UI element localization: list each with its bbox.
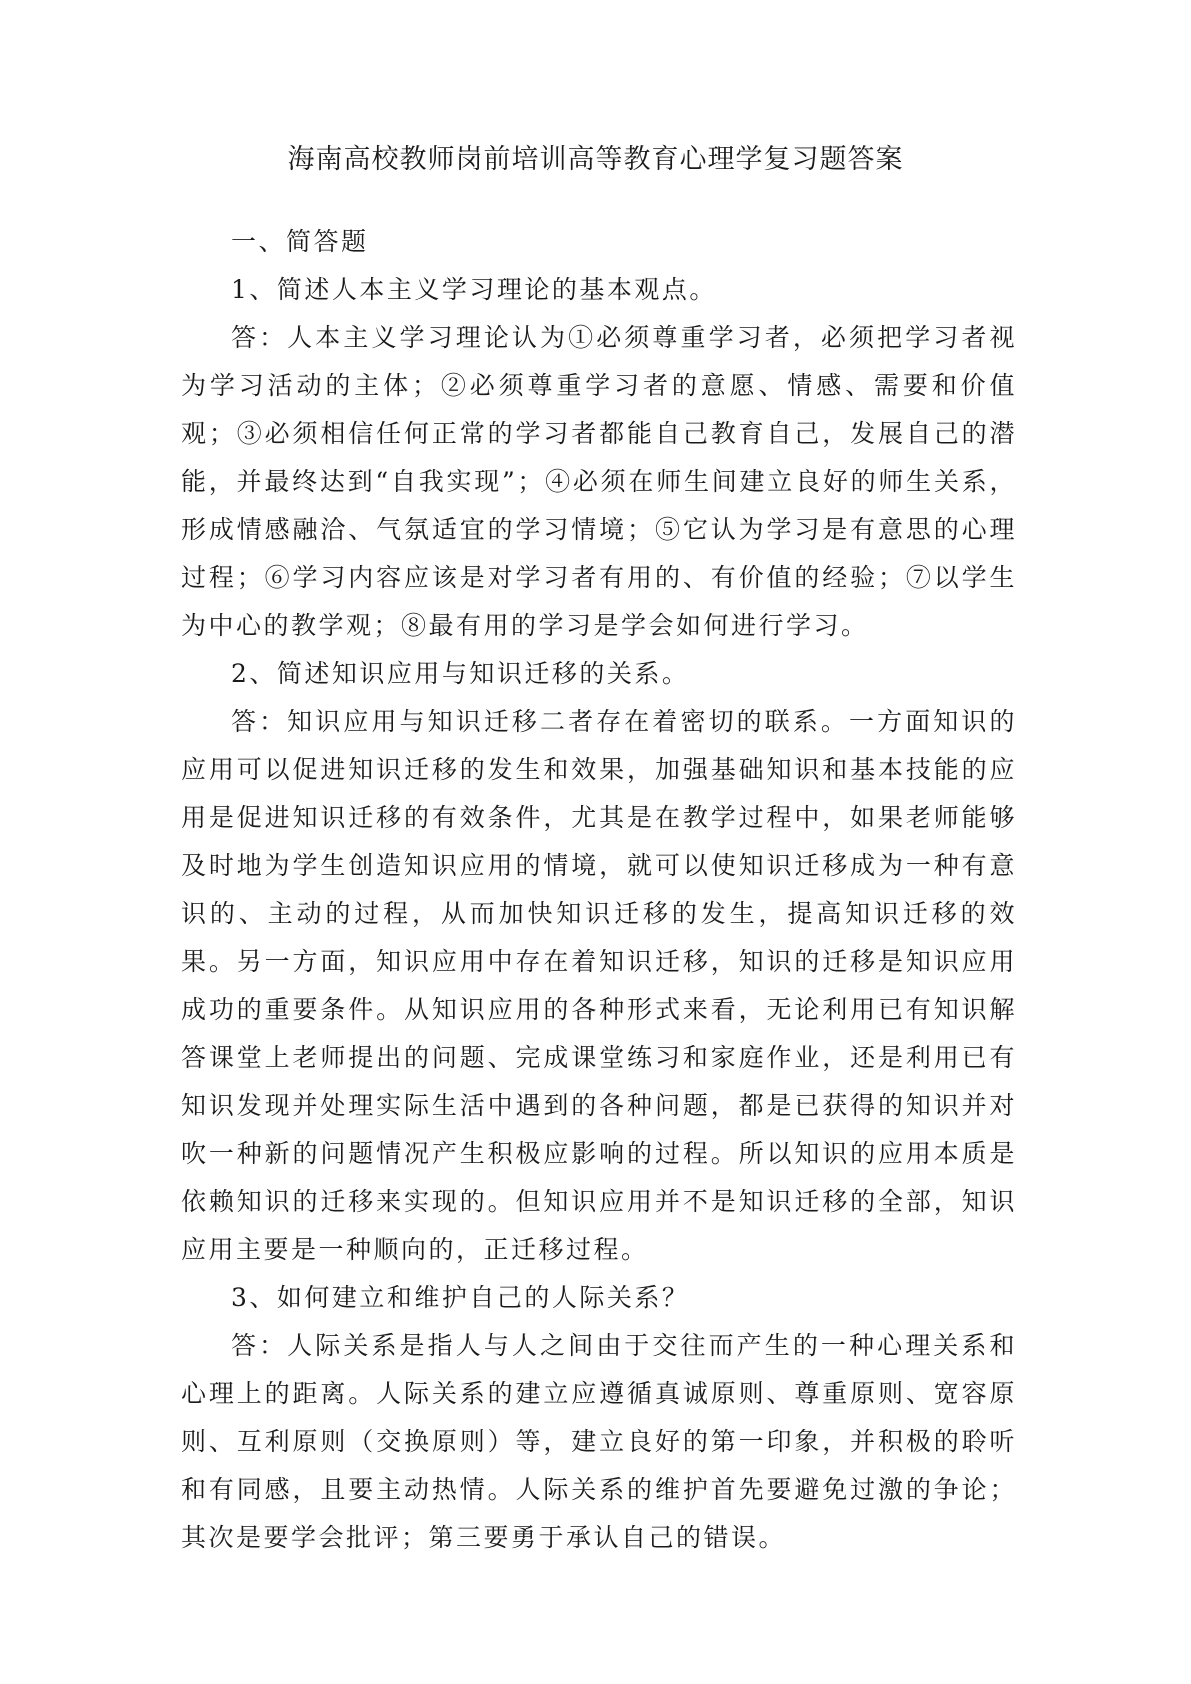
question-1: 1、简述人本主义学习理论的基本观点。 [231, 275, 717, 304]
document-body [181, 218, 1017, 1562]
question-2: 2、简述知识应用与知识迁移的关系。 [231, 659, 690, 688]
question-3: 3、如何建立和维护自己的人际关系？ [231, 1283, 690, 1312]
answer-3: 答：人际关系是指人与人之间由于交往而产生的一种心理关系和心理上的距离。人际关系的建立应遵循真诚原则、尊重原则、宽容原则、互利原则（交换原则）等，建立良好的第一印象，并积极的聆听和有同感，且要主动热情。人际关系的维护首先要避免过激的争论；其次是要学会批评；第三要勇于承认自己的错误。 [181, 1331, 1017, 1552]
document-title: 海南高校教师岗前培训高等教育心理学复习题答案 [287, 144, 904, 175]
answer-1: 答：人本主义学习理论认为①必须尊重学习者，必须把学习者视为学习活动的主体；②必须尊重学习者的意愿、情感、需要和价值观；③必须相信任何正常的学习者都能自己教育自己，发展自己的潜能，并最终达到“自我实现”；④必须在师生间建立良好的师生关系，形成情感融洽、气氛适宜的学习情境；⑤它认为学习是有意思的心理过程；⑥学习内容应该是对学习者有用的、有价值的经验；⑦以学生为中心的教学观；⑧最有用的学习是学会如何进行学习。 [181, 323, 1017, 640]
answer-2: 答：知识应用与知识迁移二者存在着密切的联系。一方面知识的应用可以促进知识迁移的发生和效果，加强基础知识和基本技能的应用是促进知识迁移的有效条件，尤其是在教学过程中，如果老师能够及时地为学生创造知识应用的情境，就可以使知识迁移成为一种有意识的、主动的过程，从而加快知识迁移的发生，提高知识迁移的效果。另一方面，知识应用中存在着知识迁移，知识的迁移是知识应用成功的重要条件。从知识应用的各种形式来看，无论利用已有知识解答课堂上老师提出的问题、完成课堂练习和家庭作业，还是利用已有知识发现并处理实际生活中遇到的各种问题，都是已获得的知识并对吹一种新的问题情况产生积极应影响的过程。所以知识的应用本质是依赖知识的迁移来实现的。但知识应用并不是知识迁移的全部，知识应用主要是一种顺向的，正迁移过程。 [181, 707, 1017, 1264]
section-heading: 一、简答题 [231, 227, 369, 256]
